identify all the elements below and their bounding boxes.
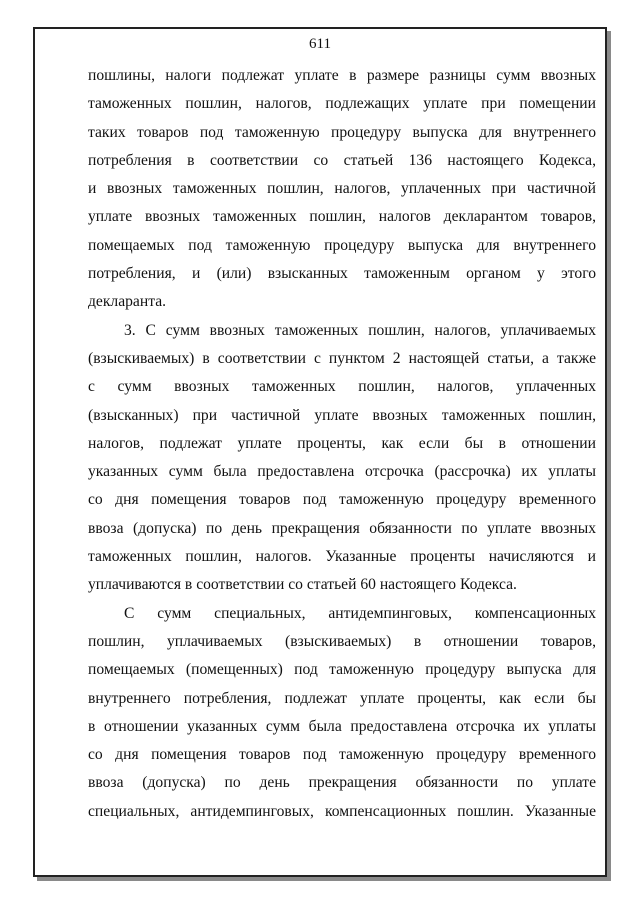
text-line: указанных сумм была предоставлена отсрочка (рассрочка) их уплаты: [88, 463, 596, 481]
text-line: (взыскиваемых) в соответствии с пунктом 2 настоящей статьи, а также: [88, 349, 596, 367]
text-line: внутреннего потребления, подлежат уплате проценты, как если бы: [88, 689, 596, 707]
text-line: ввоза (допуска) по день прекращения обязанности по уплате: [88, 774, 596, 792]
text-line: 3. С сумм ввозных таможенных пошлин, налогов, уплачиваемых: [124, 321, 596, 339]
text-line: пошлин, уплачиваемых (взыскиваемых) в отношении товаров,: [88, 632, 596, 650]
text-line: и ввозных таможенных пошлин, налогов, уплаченных при частичной: [88, 180, 596, 198]
text-line: ввоза (допуска) по день прекращения обязанности по уплате ввозных: [88, 519, 596, 537]
text-line: со дня помещения товаров под таможенную процедуру временного: [88, 746, 596, 764]
text-line: со дня помещения товаров под таможенную процедуру временного: [88, 491, 596, 509]
text-line: помещаемых под таможенную процедуру выпуска для внутреннего: [88, 236, 596, 254]
text-line: С сумм специальных, антидемпинговых, компенсационных: [124, 604, 596, 622]
text-line: потребления, и (или) взысканных таможенным органом у этого: [88, 265, 596, 283]
text-line: уплачиваются в соответствии со статьей 60 настоящего Кодекса.: [88, 576, 517, 594]
text-line: (взысканных) при частичной уплате ввозных таможенных пошлин,: [88, 406, 596, 424]
text-line: в отношении указанных сумм была предоставлена отсрочка их уплаты: [88, 717, 596, 735]
text-line: помещаемых (помещенных) под таможенную процедуру выпуска для: [88, 661, 596, 679]
text-line: с сумм ввозных таможенных пошлин, налогов, уплаченных: [88, 378, 596, 396]
text-line: специальных, антидемпинговых, компенсационных пошлин. Указанные: [88, 802, 596, 820]
text-line: пошлины, налоги подлежат уплате в размере разницы сумм ввозных: [88, 67, 596, 84]
text-line: декларанта.: [88, 293, 167, 311]
document-body: [88, 62, 596, 826]
text-line: таких товаров под таможенную процедуру выпуска для внутреннего: [88, 123, 596, 141]
text-line: таможенных пошлин, налогов. Указанные проценты начисляются и: [88, 548, 596, 566]
text-line: уплате ввозных таможенных пошлин, налогов декларантом товаров,: [88, 208, 596, 226]
text-line: таможенных пошлин, налогов, подлежащих уплате при помещении: [88, 95, 596, 113]
text-line: потребления в соответствии со статьей 136 настоящего Кодекса,: [88, 151, 596, 169]
text-line: налогов, подлежат уплате проценты, как если бы в отношении: [88, 434, 596, 452]
page-number: 611: [309, 36, 331, 52]
